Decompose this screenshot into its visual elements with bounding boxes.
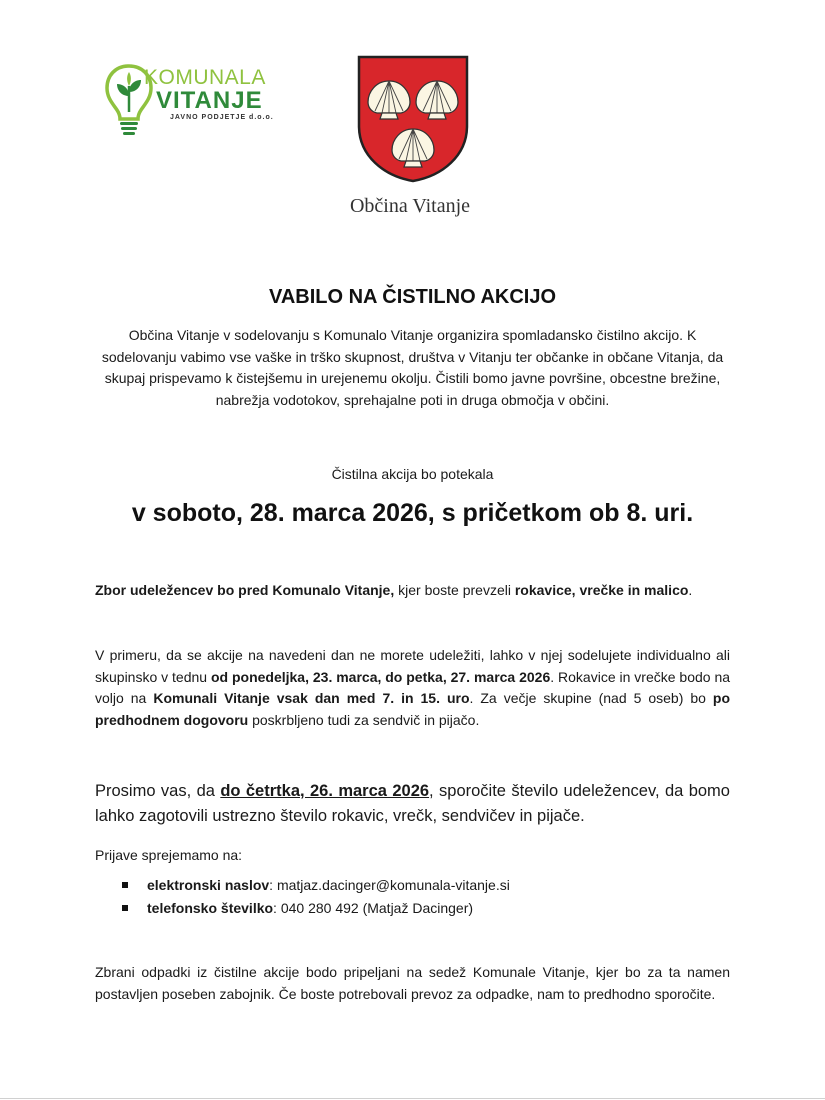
applications-label: Prijave sprejemamo na: [95, 847, 243, 863]
alternative-week: od ponedeljka, 23. marca, do petka, 27. marca 2026 [210, 668, 551, 685]
event-lead-text: Čistilna akcija bo potekala [331, 466, 494, 482]
municipality-name: Občina Vitanje [349, 195, 471, 217]
coat-of-arms-shell-icon [356, 54, 470, 184]
pickup-hours: Komunali Vitanje vsak dan med 7. in 15. uro [153, 690, 470, 706]
contact-phone-label: telefonsko številko [147, 900, 274, 916]
meeting-location: Zbor udeležencev bo pred Komunalo Vitanje, [95, 582, 395, 598]
komunala-logo-line1: KOMUNALA [144, 66, 266, 89]
meeting-items: rokavice, vrečke in malico [514, 582, 689, 598]
komunala-logo-line3: JAVNO PODJETJE d.o.o. [170, 114, 274, 121]
bullet-square-icon [122, 882, 128, 888]
event-date-heading: v soboto, 28. marca 2026, s pričetkom ob 8. uri. [131, 499, 694, 527]
list-item [95, 897, 730, 920]
prior-arrangement: po predhodnem dogovoru [95, 690, 730, 728]
bullet-square-icon [122, 905, 128, 911]
contact-email-label: elektronski naslov [147, 877, 270, 893]
page-bottom-divider [0, 1098, 825, 1099]
closing-paragraph: Zbrani odpadki iz čistilne akcije bodo pripeljani na sedež Komunale Vitanje, kjer bo za ta namen postavljen poseben zabojnik. Če boste potrebovali prevoz za odpadke, nam to predhodno sporočite. [95, 964, 730, 1002]
contact-phone-value[interactable]: : 040 280 492 (Matjaž Dacinger) [273, 900, 474, 916]
intro-paragraph: Občina Vitanje v sodelovanju s Komunalo Vitanje organizira spomladansko čistilno akcijo. K sodelovanju vabimo vse vaške in trško skupnost, društva v Vitanju ter občanke in občane Vitanja, da skupaj prispevamo k čistejšemu in urejenemu okolju. Čistili bomo javne površine, obcestne brežine, nabrežja vodotokov, sprehajalne poti in druga območja v občini. [101, 327, 724, 408]
list-item [95, 874, 730, 897]
page-title: VABILO NA ČISTILNO AKCIJO [268, 286, 557, 308]
request-paragraph: Prosimo vas, da do četrtka, 26. marca 2026, sporočite število udeležencev, da bomo lahko zagotovili ustrezno število rokavic, vrečk, sendvičev in pijače. [95, 782, 730, 825]
alternative-paragraph: V primeru, da se akcije na navedeni dan ne morete udeležiti, lahko v njej sodelujete individualno ali skupinsko v tednu od ponedeljka, 23. marca, do petka, 27. marca 2026. Rokavice in vrečke bodo na voljo na Komunali Vitanje vsak dan med 7. in 15. uro. Za večje skupine (nad 5 oseb) bo po predhodnem dogovoru poskrbljeno tudi za sendvič in pijačo. [95, 647, 731, 728]
komunala-vitanje-logo [104, 62, 279, 142]
contact-email-value[interactable]: : matjaz.dacinger@komunala-vitanje.si [269, 877, 510, 893]
meeting-paragraph: Zbor udeležencev bo pred Komunalo Vitanje, kjer boste prevzeli rokavice, vrečke in malico. [95, 582, 693, 598]
deadline-date: do četrtka, 26. marca 2026 [220, 782, 430, 800]
komunala-logo-line2: VITANJE [156, 87, 263, 114]
contact-list [95, 874, 730, 920]
